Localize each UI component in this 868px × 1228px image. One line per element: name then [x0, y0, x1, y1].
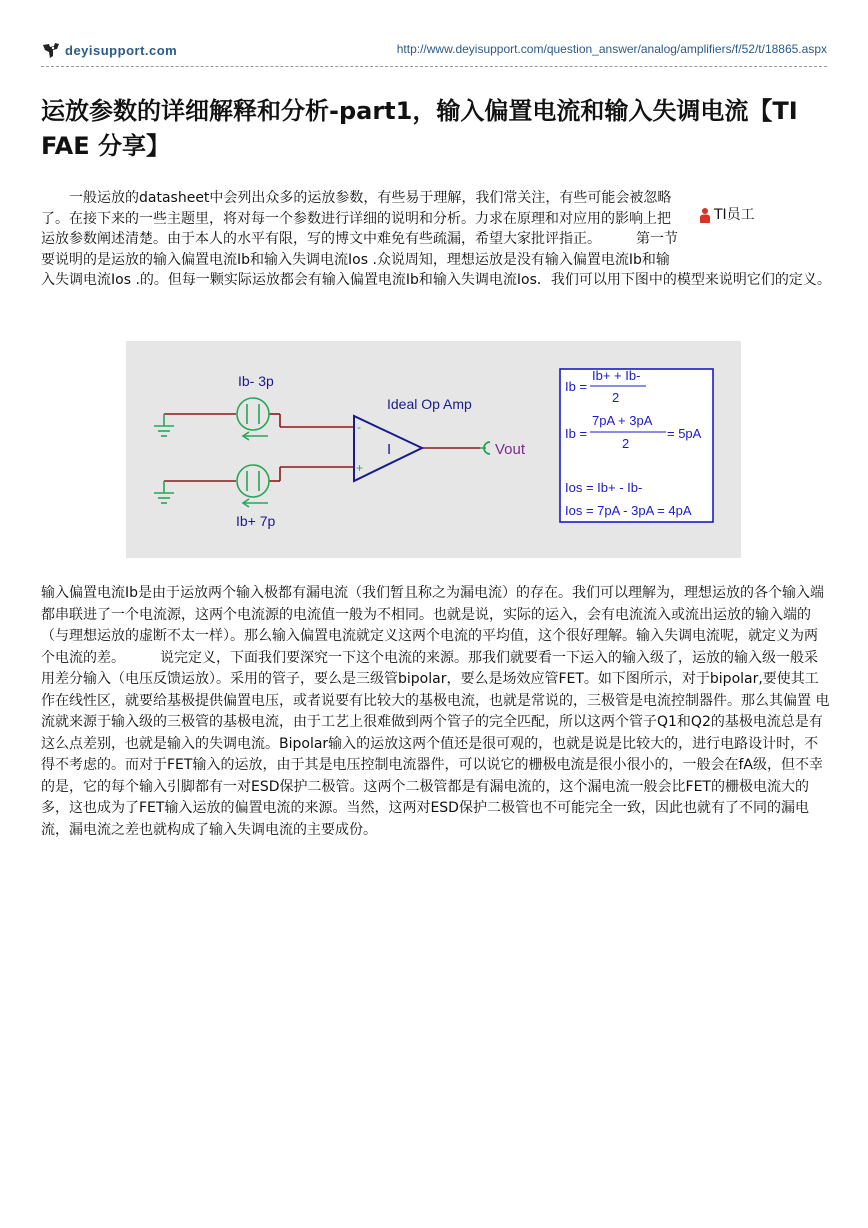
- opamp-symbol-icon: [354, 416, 422, 481]
- article-title: 运放参数的详细解释和分析-part1，输入偏置电流和输入失调电流【TI FAE 分享】: [41, 97, 798, 160]
- eq2-result: = 5pA: [667, 426, 702, 441]
- ground-top-icon: [154, 414, 174, 436]
- page-url-link[interactable]: http://www.deyisupport.com/question_answer/analog/amplifiers/f/52/t/18865.aspx: [396, 42, 827, 56]
- ti-logo-icon: [41, 40, 61, 60]
- eq1-numerator: Ib+ + Ib-: [592, 368, 641, 383]
- eq1-denominator: 2: [612, 390, 620, 405]
- formula-box: [560, 368, 713, 522]
- output-label: Vout: [495, 441, 526, 458]
- current-source-top-icon: [237, 398, 269, 440]
- source-bottom-label: Ib+ 7p: [236, 513, 276, 529]
- current-source-bottom-icon: [237, 465, 269, 507]
- eq2-denominator: 2: [622, 436, 630, 451]
- site-logo[interactable]: [41, 40, 177, 60]
- eq3: Ios = Ib+ - Ib-: [565, 480, 643, 495]
- opamp-symbol: I: [387, 441, 392, 458]
- author-badge[interactable]: [699, 205, 755, 226]
- person-icon: [699, 207, 711, 223]
- eq2-numerator: 7pA + 3pA: [592, 413, 653, 428]
- author-name: TI员工: [714, 207, 755, 223]
- page-header: [41, 40, 827, 62]
- opamp-circuit-diagram: [126, 341, 741, 558]
- header-divider: [41, 66, 827, 67]
- site-name: deyisupport.com: [65, 42, 178, 58]
- body-paragraph: 输入偏置电流Ib是由于运放两个输入极都有漏电流（我们暂且称之为漏电流）的存在。我们可以理解为，理想运放的各个输入端都串联进了一个电流源，这两个电流源的电流值一般为不相同。也就是说，实际的运入，会有电流流入或流出运放的输入端的（与理想运放的虚断不太一样）。那么输入偏置电流就定义这两个电流的平均值，这个很好理解。输入失调电流呢，就定义为两个电流的差。 说完定义，下面我们要深究一下这个电流的来源。那我们就要看一下运入的输入级了，运放的输入级一般采用差分输入（电压反馈运放）。采用的管子，要么是三级管bipolar，要么是场效应管FET。如下图所示，对于bipolar,要使其工作在线性区，就要给基极提供偏置电压，或者说要有比较大的基极电流，也就是常说的，三极管是电流控制器件。那么其偏置 电流就来源于输入级的三极管的基极电流，由于工艺上很难做到两个管子的完全匹配，所以这两个管子Q1和Q2的基极电流总是有这么点差别，也就是输入的失调电流。Bipolar输入的运放这两个值还是很可观的，也就是说是比较大的，进行电路设计时，不得不考虑的。而对于FET输入的运放，由于其是电压控制电流器件，可以说它的栅极电流是很小很小的，一般会在fA级，但不幸的是，它的每个输入引脚都有一对ESD保护二极管。这两个二极管都是有漏电流的，这个漏电流一般会比FET的栅极电流大的多，这也成为了FET输入运放的偏置电流的来源。当然，这两对ESD保护二极管也不可能完全一致，因此也就有了不同的漏电流，漏电流之差也就构成了输入失调电流的主要成份。: [41, 585, 830, 838]
- ground-bottom-icon: [154, 481, 174, 503]
- source-top-label: Ib- 3p: [238, 373, 274, 389]
- intro-section: [41, 188, 831, 291]
- opamp-model-figure: [126, 341, 741, 558]
- intro-paragraph: 一般运放的datasheet中会列出众多的运放参数，有些易于理解，我们常关注，有些可能会被忽略了。在接下来的一些主题里，将对每一个参数进行详细的说明和分析。力求在原理和对应用的影响上把运放参数阐述清楚。由于本人的水平有限，写的博文中难免有些疏漏，希望大家批评指正。 第一节要说明的是运放的输入偏置电流Ib和输入失调电流Ios .众说周知，理想运放是没有输入偏置电流Ib和输入失调电流Ios .的。但每一颗实际运放都会有输入偏置电流Ib和输入失调电流Ios．我们可以用下图中的模型来说明它们的定义。: [41, 190, 831, 288]
- eq4: Ios = 7pA - 3pA = 4pA: [565, 503, 692, 518]
- opamp-label: Ideal Op Amp: [387, 396, 472, 412]
- author-box: [683, 188, 831, 270]
- eq2-lhs: Ib =: [565, 426, 588, 441]
- opamp-plus-sign: +: [356, 461, 364, 475]
- eq1-lhs: Ib =: [565, 379, 588, 394]
- opamp-minus-sign: -: [357, 420, 361, 434]
